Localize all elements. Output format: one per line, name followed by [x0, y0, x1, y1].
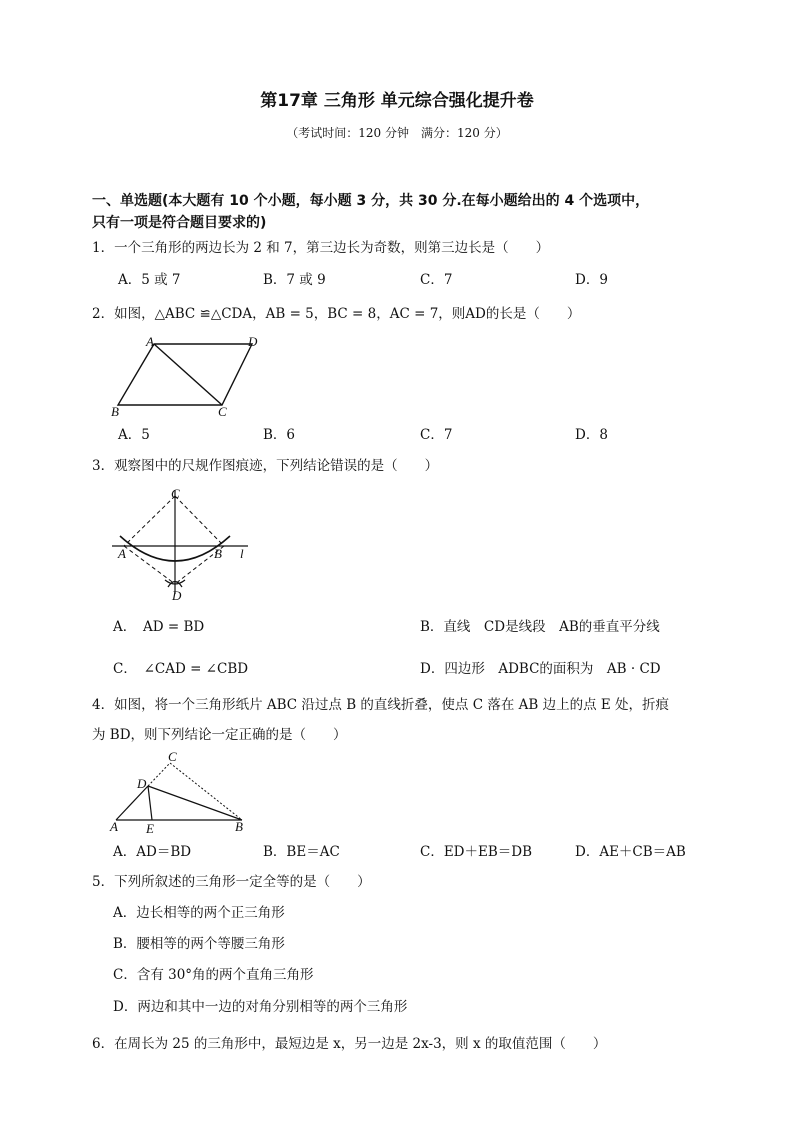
- q2-label-d: D: [248, 334, 258, 349]
- q4-label-b: B: [235, 819, 243, 834]
- question-5-stem: 5．下列所叙述的三角形一定全等的是（ ）: [92, 874, 371, 890]
- q3-label-a: A: [118, 546, 126, 561]
- q4-label-e: E: [146, 821, 154, 836]
- q5-option-c[interactable]: C．含有 30°角的两个直角三角形: [113, 967, 314, 983]
- q3-label-c: C: [171, 486, 180, 501]
- q2-label-a: A: [146, 334, 154, 349]
- q5-option-d[interactable]: D．两边和其中一边的对角分别相等的两个三角形: [113, 999, 408, 1015]
- q1-option-c[interactable]: C．7: [420, 272, 453, 288]
- question-4-stem-line2: 为 BD，则下列结论一定正确的是（ ）: [92, 727, 347, 743]
- q1-option-b[interactable]: B．7 或 9: [263, 272, 326, 288]
- q3-label-b: B: [214, 546, 222, 561]
- q3-option-b[interactable]: B．直线 CD是线段 AB的垂直平分线: [420, 619, 660, 635]
- section-heading-line2: 只有一项是符合题目要求的): [92, 215, 267, 231]
- question-2-stem: 2．如图，△ABC ≌△CDA，AB = 5，BC = 8，AC = 7，则AD的长是（ ）: [92, 306, 581, 322]
- q3-label-d: D: [172, 588, 182, 603]
- question-1-stem: 1．一个三角形的两边长为 2 和 7，第三边长为奇数，则第三边长是（ ）: [92, 240, 550, 256]
- q2-option-c[interactable]: C．7: [420, 427, 453, 443]
- q4-folded-triangle-figure: [108, 750, 258, 838]
- q4-option-a[interactable]: A．AD＝BD: [113, 844, 192, 860]
- q5-option-a[interactable]: A．边长相等的两个正三角形: [113, 905, 285, 921]
- page-title: 第17章 三角形 单元综合强化提升卷: [260, 91, 534, 111]
- q4-option-c[interactable]: C．ED＋EB＝DB: [420, 844, 533, 860]
- question-6-stem: 6．在周长为 25 的三角形中，最短边是 x，另一边是 2x-3，则 x 的取值范围（ ）: [92, 1036, 607, 1052]
- q4-label-c: C: [168, 750, 177, 764]
- q3-option-a[interactable]: A． AD = BD: [113, 619, 205, 635]
- q2-label-c: C: [218, 404, 227, 419]
- q4-option-b[interactable]: B．BE＝AC: [263, 844, 340, 860]
- question-4-stem-line1: 4．如图，将一个三角形纸片 ABC 沿过点 B 的直线折叠，使点 C 落在 AB 边上的点 E 处，折痕: [92, 697, 670, 713]
- q2-option-d[interactable]: D．8: [575, 427, 608, 443]
- q4-option-d[interactable]: D．AE＋CB＝AB: [575, 844, 686, 860]
- q1-option-a[interactable]: A．5 或 7: [118, 272, 181, 288]
- q3-label-l: l: [240, 546, 244, 561]
- q2-option-b[interactable]: B．6: [263, 427, 296, 443]
- q2-parallelogram-figure: [108, 334, 268, 422]
- q4-label-a: A: [110, 819, 118, 834]
- q4-label-d: D: [137, 776, 147, 791]
- q5-option-b[interactable]: B．腰相等的两个等腰三角形: [113, 936, 285, 952]
- q1-option-d[interactable]: D．9: [575, 272, 608, 288]
- section-heading-line1: 一、单选题(本大题有 10 个小题，每小题 3 分，共 30 分.在每小题给出的 4 个选项中，: [92, 193, 650, 209]
- question-3-stem: 3．观察图中的尺规作图痕迹，下列结论错误的是（ ）: [92, 458, 439, 474]
- q2-option-a[interactable]: A．5: [118, 427, 150, 443]
- q2-label-b: B: [111, 404, 119, 419]
- exam-info: （考试时间：120 分钟 满分：120 分）: [286, 126, 508, 140]
- q3-option-c[interactable]: C． ∠CAD = ∠CBD: [113, 661, 249, 677]
- q3-option-d[interactable]: D．四边形 ADBC的面积为 AB · CD: [420, 661, 661, 677]
- q3-construction-figure: [108, 484, 258, 606]
